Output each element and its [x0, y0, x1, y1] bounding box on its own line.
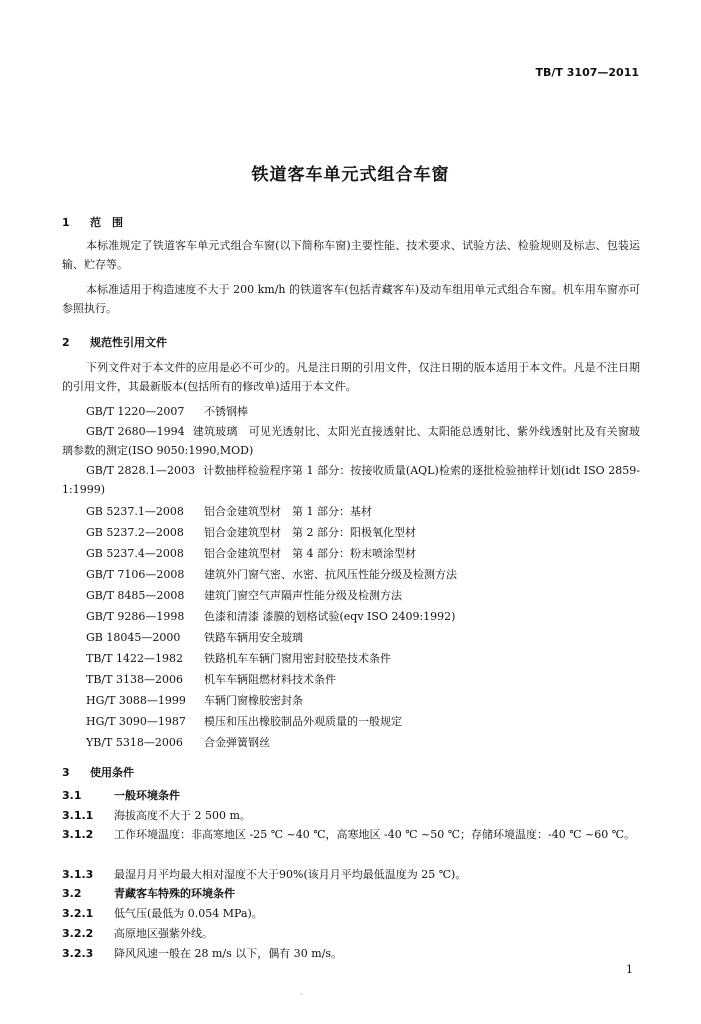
section-title: 规范性引用文件 [90, 336, 167, 349]
reference-title: 建筑外门窗气密、水密、抗风压性能分级及检测方法 [204, 568, 457, 581]
reference-code: GB/T 2680—1994 [86, 425, 185, 438]
reference-item [62, 422, 640, 460]
clause-3-2-3 [62, 945, 342, 961]
clause-3-2 [62, 885, 235, 901]
clause-number: 3.2.2 [62, 927, 94, 940]
reference-code: GB 5237.2—2008 [86, 526, 184, 539]
page-number: 1 [626, 963, 633, 976]
reference-item [86, 524, 416, 540]
reference-title: 色漆和清漆 漆膜的划格试验(eqv ISO 2409:1992) [204, 610, 456, 623]
reference-title: 不锈钢棒 [204, 405, 248, 418]
reference-code: GB/T 8485—2008 [86, 589, 185, 602]
section-title: 使用条件 [90, 766, 134, 779]
clause-text: 高原地区强紫外线。 [114, 927, 213, 940]
clause-number: 3.2.3 [62, 947, 94, 960]
reference-item [86, 629, 303, 645]
reference-code: HG/T 3090—1987 [86, 715, 186, 728]
reference-item [86, 545, 416, 561]
reference-item [62, 461, 640, 499]
standard-number: TB/T 3107—2011 [535, 66, 639, 79]
reference-item [86, 734, 270, 750]
clause-3-1-1 [62, 807, 251, 823]
reference-code: GB/T 2828.1—2003 [86, 464, 195, 477]
reference-code: GB/T 9286—1998 [86, 610, 185, 623]
reference-item [86, 671, 336, 687]
reference-item [86, 503, 372, 519]
reference-title: 建筑门窗空气声隔声性能分级及检测方法 [204, 589, 402, 602]
reference-code: GB 18045—2000 [86, 631, 181, 644]
clause-number: 3.1.1 [62, 809, 94, 822]
reference-title: 车辆门窗橡胶密封条 [204, 694, 303, 707]
reference-title: 铁路车辆用安全玻璃 [204, 631, 303, 644]
reference-title: 模压和压出橡胶制品外观质量的一般规定 [204, 715, 402, 728]
section-number: 3 [62, 766, 70, 779]
clause-number: 3.1 [62, 789, 82, 802]
clause-3-2-1 [62, 905, 263, 921]
clause-number: 3.2.1 [62, 907, 94, 920]
reference-code: GB 5237.4—2008 [86, 547, 184, 560]
reference-title: 计数抽样检验程序第 1 部分：按接收质量(AQL)检索的逐批检验抽样计划(idt ISO 2859-1:1999) [62, 464, 640, 496]
section-3-heading [62, 764, 134, 780]
reference-code: TB/T 3138—2006 [86, 673, 183, 686]
clause-text: 青藏客车特殊的环境条件 [114, 887, 235, 900]
clause-text: 一般环境条件 [114, 789, 180, 802]
reference-item [86, 403, 248, 419]
clause-number: 3.1.2 [62, 828, 94, 841]
reference-item [86, 650, 391, 666]
clause-number: 3.2 [62, 887, 82, 900]
clause-text: 最湿月月平均最大相对湿度不大于90%(该月月平均最低温度为 25 ℃)。 [114, 868, 467, 881]
clause-number: 3.1.3 [62, 868, 94, 881]
clause-text: 降风风速一般在 28 m/s 以下，偶有 30 m/s。 [114, 947, 343, 960]
section-1-paragraph-1: 本标准规定了铁道客车单元式组合车窗(以下简称车窗)主要性能、技术要求、试验方法、检验规则及标志、包装运输、贮存等。 [62, 239, 640, 271]
clause-text: 低气压(最低为 0.054 MPa)。 [114, 907, 263, 920]
reference-item [86, 692, 303, 708]
reference-code: GB/T 1220—2007 [86, 405, 185, 418]
clause-3-2-2 [62, 925, 213, 941]
reference-title: 合金弹簧钢丝 [204, 736, 270, 749]
reference-item [86, 566, 457, 582]
section-number: 2 [62, 336, 70, 349]
section-2-heading [62, 334, 167, 350]
reference-title: 铁路机车车辆门窗用密封胶垫技术条件 [204, 652, 391, 665]
clause-3-1 [62, 787, 180, 803]
section-1-paragraph-2: 本标准适用于构造速度不大于 200 km/h 的铁道客车(包括青藏客车)及动车组用单元式组合车窗。机车用车窗亦可参照执行。 [62, 283, 640, 315]
section-2-intro: 下列文件对于本文件的应用是必不可少的。凡是注日期的引用文件，仅注日期的版本适用于本文件。凡是不注日期的引用文件，其最新版本(包括所有的修改单)适用于本文件。 [62, 361, 640, 393]
reference-item [86, 608, 455, 624]
clause-3-1-3 [62, 866, 466, 882]
reference-title: 铝合金建筑型材 第 2 部分：阳极氧化型材 [204, 526, 416, 539]
clause-3-1-2 [62, 825, 640, 844]
reference-code: GB/T 7106—2008 [86, 568, 185, 581]
section-title: 范 围 [90, 216, 123, 229]
document-title: 铁道客车单元式组合车窗 [251, 165, 450, 185]
reference-code: YB/T 5318—2006 [86, 736, 183, 749]
section-number: 1 [62, 216, 70, 229]
reference-code: TB/T 1422—1982 [86, 652, 183, 665]
reference-code: HG/T 3088—1999 [86, 694, 186, 707]
reference-item [86, 587, 402, 603]
scan-artifact-dot: · [300, 990, 303, 999]
clause-text: 海拔高度不大于 2 500 m。 [114, 809, 251, 822]
reference-item [86, 713, 402, 729]
reference-title: 铝合金建筑型材 第 1 部分：基材 [204, 505, 372, 518]
reference-title: 建筑玻璃 可见光透射比、太阳光直接透射比、太阳能总透射比、紫外线透射比及有关窗玻璃参数的测定(ISO 9050:1990,MOD) [62, 425, 640, 457]
reference-title: 机车车辆阻燃材料技术条件 [204, 673, 336, 686]
clause-text: 工作环境温度：非高寒地区 -25 ℃ ~40 ℃，高寒地区 -40 ℃ ~50 ℃；存储环境温度：-40 ℃ ~60 ℃。 [114, 828, 636, 841]
reference-title: 铝合金建筑型材 第 4 部分：粉末喷涂型材 [204, 547, 416, 560]
section-1-heading [62, 214, 123, 230]
reference-code: GB 5237.1—2008 [86, 505, 184, 518]
